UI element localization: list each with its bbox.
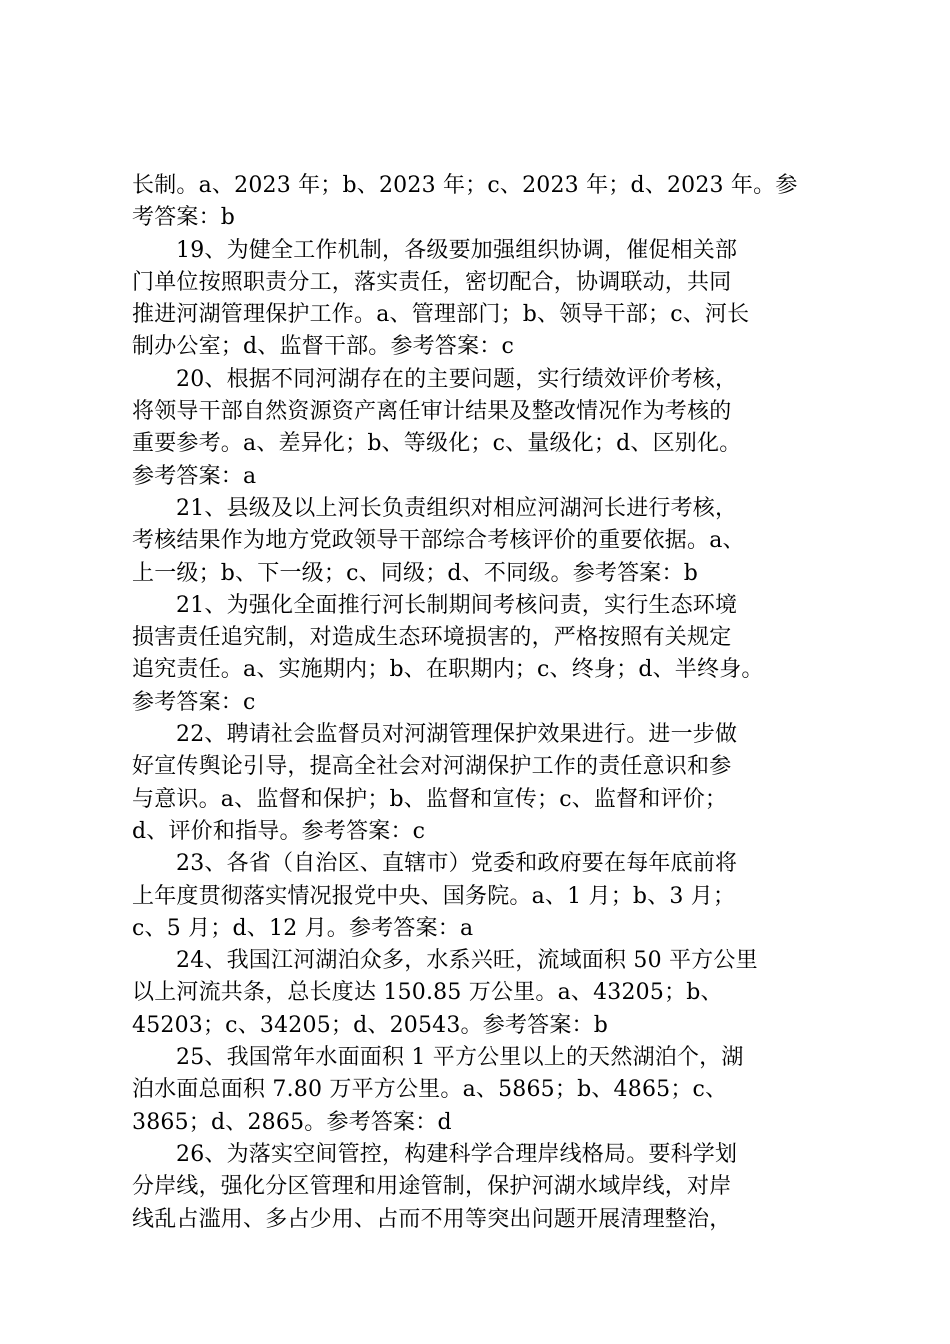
text-line: 23、各省（自治区、直辖市）党委和政府要在每年底前将 [176,851,738,877]
text-line: 考核结果作为地方党政领导干部综合考核评价的重要依据。a、 [132,528,745,554]
text-line: 重要参考。a、差异化；b、等级化；c、量级化；d、区别化。 [132,431,742,457]
text-line: 参考答案：c [132,689,256,715]
text-line: 分岸线，强化分区管理和用途管制，保护河湖水域岸线，对岸 [132,1174,732,1200]
text-line: 长制。a、2023 年；b、2023 年；c、2023 年；d、2023 年。参 [132,173,798,198]
text-line: 上一级；b、下一级；c、同级；d、不同级。参考答案：b [132,560,698,586]
text-line: 将领导干部自然资源资产离任审计结果及整改情况作为考核的 [132,399,732,425]
paragraph-q20 [132,364,837,493]
text-line: 上年度贯彻落实情况报党中央、国务院。a、1 月；b、3 月； [132,883,736,909]
paragraph-q23 [132,848,837,945]
paragraph-q24 [132,945,837,1042]
text-line: c、5 月；d、12 月。参考答案：a [132,915,474,941]
text-line: 推进河湖管理保护工作。a、管理部门；b、领导干部；c、河长 [132,302,750,328]
text-line: 以上河流共条，总长度达 150.85 万公里。a、43205；b、 [132,980,723,1006]
text-line: 21、为强化全面推行河长制期间考核问责，实行生态环境 [176,592,738,618]
paragraph-q21b [132,590,837,719]
text-line: 19、为健全工作机制，各级要加强组织协调，催促相关部 [176,237,738,263]
text-line: 参考答案：a [132,463,257,489]
paragraph-q25 [132,1042,837,1139]
paragraph-q26 [132,1139,837,1236]
text-line: 20、根据不同河湖存在的主要问题，实行绩效评价考核， [176,366,738,392]
paragraph-q18-tail [132,170,837,235]
text-line: 线乱占滥用、多占少用、占而不用等突出问题开展清理整治， [132,1206,732,1232]
text-line: 门单位按照职责分工，落实责任，密切配合，协调联动，共同 [132,269,732,295]
text-line: 22、聘请社会监督员对河湖管理保护效果进行。进一步做 [176,722,738,748]
document-body [132,170,837,1236]
text-line: d、评价和指导。参考答案：c [132,818,426,844]
text-line: 21、县级及以上河长负责组织对相应河湖河长进行考核， [176,495,738,521]
paragraph-q19 [132,235,837,364]
text-line: 好宣传舆论引导，提高全社会对河湖保护工作的责任意识和参 [132,754,732,780]
text-line: 与意识。a、监督和保护；b、监督和宣传；c、监督和评价； [132,786,728,812]
paragraph-q22 [132,719,837,848]
paragraph-q21a [132,493,837,590]
text-line: 25、我国常年水面面积 1 平方公里以上的天然湖泊个，湖 [176,1045,744,1071]
text-line: 制办公室；d、监督干部。参考答案：c [132,334,515,360]
text-line: 3865；d、2865。参考答案：d [132,1109,452,1135]
text-line: 26、为落实空间管控，构建科学合理岸线格局。要科学划 [176,1141,738,1167]
text-line: 考答案：b [132,205,236,231]
text-line: 损害责任追究制，对造成生态环境损害的，严格按照有关规定 [132,625,732,651]
text-line: 24、我国江河湖泊众多，水系兴旺，流域面积 50 平方公里 [176,948,758,974]
text-line: 泊水面总面积 7.80 万平方公里。a、5865；b、4865；c、 [132,1077,728,1103]
text-line: 追究责任。a、实施期内；b、在职期内；c、终身；d、半终身。 [132,657,764,683]
text-line: 45203；c、34205；d、20543。参考答案：b [132,1012,609,1038]
